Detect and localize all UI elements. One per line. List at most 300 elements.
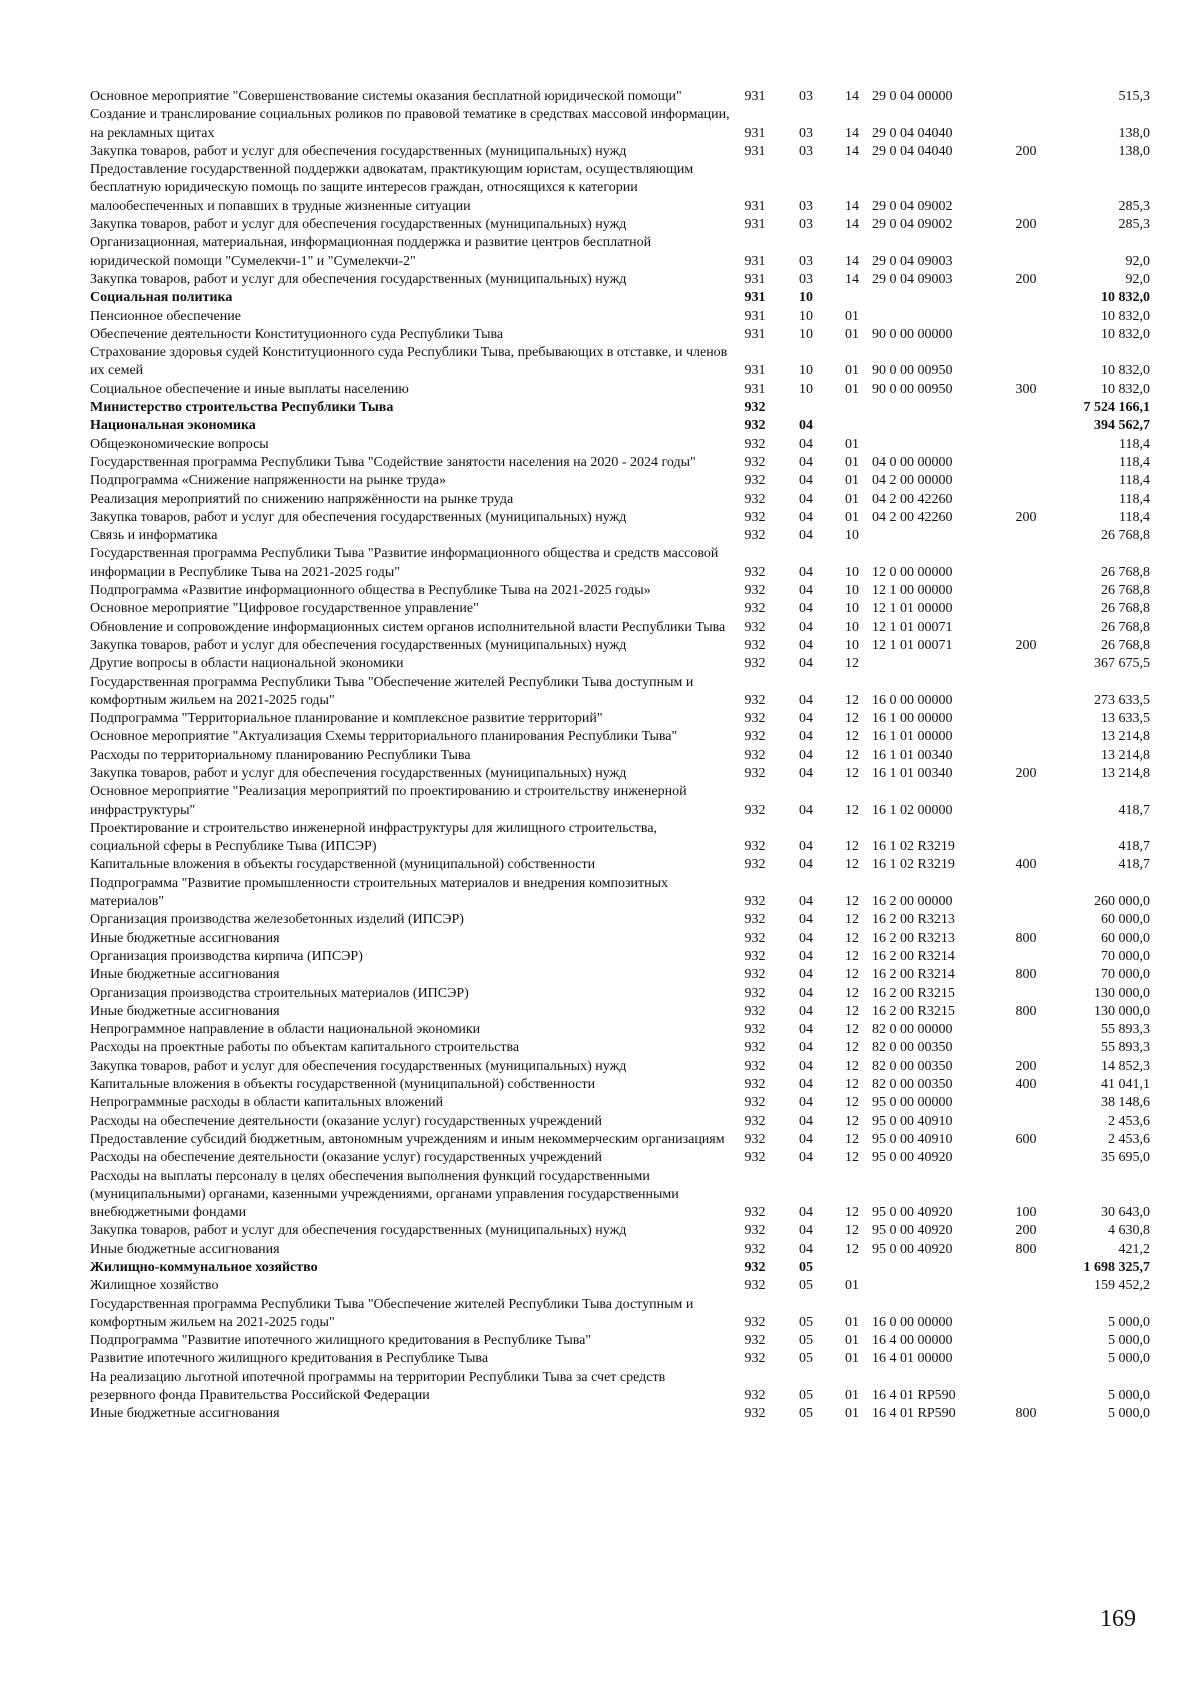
row-ministry-code: 932 (744, 930, 766, 946)
row-target-article: 16 4 01 RP590 (872, 1388, 956, 1404)
table-row (90, 948, 1150, 966)
table-row (90, 143, 1150, 161)
table-row (90, 966, 1150, 984)
row-name: Закупка товаров, работ и услуг для обеспечения государственных (муниципальных) нужд (90, 143, 627, 159)
row-expense-type (1002, 527, 1050, 545)
row-name: Организационная, материальная, информационная поддержка и развитие центров бесплатной юридической помощи "Сумелекчи-1" и "Сумелекчи-2" (90, 235, 652, 269)
row-amount: 118,4 (1119, 491, 1150, 507)
row-expense-type (1002, 875, 1050, 912)
row-subsection-code: 01 (845, 1278, 859, 1294)
row-subsection-code: 10 (845, 619, 859, 635)
row-expense-type: 200 (1015, 1058, 1037, 1074)
table-row (90, 1039, 1150, 1057)
row-target-article: 95 0 00 40920 (872, 1223, 953, 1239)
row-target-article: 12 1 01 00071 (872, 619, 953, 635)
row-name: Подпрограмма "Развитие промышленности строительных материалов и внедрения композитных материалов" (90, 875, 668, 910)
row-amount: 418,7 (1118, 802, 1150, 818)
row-amount: 273 633,5 (1094, 692, 1150, 708)
row-amount: 5 000,0 (1108, 1406, 1150, 1422)
table-row (90, 637, 1150, 655)
row-name: Расходы на обеспечение деятельности (оказание услуг) государственных учреждений (90, 1113, 602, 1129)
row-name: Капитальные вложения в объекты государственной (муниципальной) собственности (90, 1077, 596, 1093)
row-expense-type: 200 (1015, 637, 1037, 653)
row-section-code: 04 (799, 601, 813, 617)
row-subsection-code: 12 (845, 765, 859, 781)
row-subsection-code: 12 (845, 1241, 859, 1257)
table-row (90, 1003, 1150, 1021)
row-section-code: 03 (799, 198, 813, 214)
row-name: Закупка товаров, работ и услуг для обеспечения государственных (муниципальных) нужд (90, 217, 627, 233)
row-ministry-code: 932 (744, 765, 766, 781)
table-row (90, 1113, 1150, 1131)
row-section-code: 04 (799, 948, 813, 964)
row-target-article (872, 1277, 1002, 1295)
row-name: Подпрограмма "Территориальное планирование и комплексное развитие территорий" (90, 711, 603, 727)
row-subsection-code: 12 (845, 1113, 859, 1129)
table-row (90, 106, 1150, 143)
row-ministry-code: 932 (744, 1278, 766, 1294)
row-section-code: 04 (799, 454, 813, 470)
row-ministry-code: 931 (744, 271, 766, 287)
row-name: Закупка товаров, работ и услуг для обеспечения государственных (муниципальных) нужд (90, 271, 627, 287)
row-target-article: 16 2 00 R3215 (872, 985, 955, 1001)
row-ministry-code: 932 (744, 528, 766, 544)
row-section-code: 05 (799, 1351, 813, 1367)
row-ministry-code: 932 (744, 1241, 766, 1257)
row-ministry-code: 931 (744, 308, 766, 324)
row-subsection-code: 01 (845, 491, 859, 507)
row-target-article: 29 0 04 09002 (872, 217, 953, 233)
row-ministry-code: 932 (744, 1205, 766, 1221)
row-ministry-code: 932 (744, 619, 766, 635)
row-section-code: 04 (799, 747, 813, 763)
row-target-article: 82 0 00 00000 (872, 1022, 953, 1038)
row-subsection-code: 01 (845, 1406, 859, 1422)
row-expense-type (1002, 472, 1050, 490)
row-ministry-code: 932 (744, 601, 766, 617)
page-number: 169 (1100, 1606, 1136, 1632)
row-subsection-code: 12 (845, 967, 859, 983)
row-section-code: 04 (799, 619, 813, 635)
row-name: Непрограммные расходы в области капитальных вложений (90, 1095, 444, 1111)
row-section-code: 10 (799, 290, 813, 306)
row-subsection-code (832, 417, 872, 435)
row-section-code: 04 (799, 1040, 813, 1056)
row-name: Организация производства кирпича (ИПСЭР) (90, 948, 363, 964)
row-name: Пенсионное обеспечение (90, 308, 241, 324)
row-section-code: 04 (799, 1003, 813, 1019)
table-row (90, 381, 1150, 399)
row-target-article: 29 0 04 09003 (872, 253, 953, 269)
row-section-code: 04 (799, 1095, 813, 1111)
row-name: Предоставление субсидий бюджетным, автономным учреждениям и иным некоммерческим организациям (90, 1131, 725, 1147)
row-amount: 138,0 (1118, 143, 1150, 159)
row-expense-type (1002, 820, 1050, 857)
row-amount: 26 768,8 (1101, 564, 1150, 580)
row-ministry-code: 932 (744, 454, 766, 470)
row-subsection-code: 12 (845, 1003, 859, 1019)
row-expense-type (1002, 161, 1050, 216)
row-section-code: 04 (799, 857, 813, 873)
row-ministry-code: 931 (744, 326, 766, 342)
table-row (90, 856, 1150, 874)
row-target-article: 16 4 01 RP590 (872, 1406, 956, 1422)
row-amount: 2 453,6 (1108, 1113, 1150, 1129)
row-amount: 35 695,0 (1101, 1150, 1150, 1166)
row-subsection-code: 10 (845, 564, 859, 580)
table-row (90, 728, 1150, 746)
table-row (90, 600, 1150, 618)
row-amount: 7 524 166,1 (1083, 400, 1150, 416)
row-target-article: 12 1 01 00071 (872, 637, 953, 653)
table-row (90, 710, 1150, 728)
table-row (90, 399, 1150, 417)
table-row (90, 911, 1150, 929)
row-target-article (872, 417, 1002, 435)
row-section-code: 03 (799, 253, 813, 269)
table-row (90, 527, 1150, 545)
row-target-article: 95 0 00 40910 (872, 1113, 953, 1129)
row-name: Связь и информатика (90, 528, 218, 544)
row-expense-type (1002, 106, 1050, 143)
row-name: Закупка товаров, работ и услуг для обеспечения государственных (муниципальных) нужд (90, 765, 627, 781)
row-target-article: 16 2 00 R3213 (872, 912, 955, 928)
row-subsection-code: 12 (845, 912, 859, 928)
row-ministry-code: 932 (744, 1003, 766, 1019)
row-target-article: 90 0 00 00950 (872, 381, 953, 397)
row-section-code: 03 (799, 89, 813, 104)
row-amount: 118,4 (1119, 509, 1150, 525)
row-target-article: 29 0 04 04040 (872, 125, 953, 141)
row-expense-type (1002, 911, 1050, 929)
row-amount: 70 000,0 (1101, 967, 1150, 983)
row-ministry-code: 932 (744, 1040, 766, 1056)
row-expense-type: 600 (1015, 1131, 1037, 1147)
row-expense-type (1002, 326, 1050, 344)
row-amount: 26 768,8 (1101, 601, 1150, 617)
row-name: Министерство строительства Республики Тыва (90, 400, 394, 416)
row-section-code: 04 (799, 802, 813, 818)
row-section-code: 04 (799, 418, 813, 434)
row-expense-type: 200 (1015, 143, 1037, 159)
row-expense-type (1002, 1369, 1050, 1406)
row-target-article: 12 1 01 00000 (872, 601, 953, 617)
table-row (90, 161, 1150, 216)
row-subsection-code: 10 (845, 528, 859, 544)
row-name: Основное мероприятие "Реализация мероприятий по проектированию и строительству инженерной инфраструктуры" (90, 784, 687, 818)
row-expense-type: 200 (1015, 509, 1037, 525)
row-subsection-code: 01 (845, 1351, 859, 1367)
row-target-article: 95 0 00 40920 (872, 1241, 953, 1257)
row-amount: 26 768,8 (1101, 619, 1150, 635)
row-ministry-code: 932 (744, 985, 766, 1001)
table-row (90, 1222, 1150, 1240)
row-target-article: 90 0 00 00000 (872, 326, 953, 342)
row-subsection-code: 12 (845, 1058, 859, 1074)
row-name: Закупка товаров, работ и услуг для обеспечения государственных (муниципальных) нужд (90, 1223, 627, 1239)
row-expense-type (1002, 289, 1050, 307)
row-ministry-code: 932 (744, 747, 766, 763)
row-subsection-code: 01 (845, 436, 859, 452)
row-subsection-code: 12 (845, 692, 859, 708)
row-name: Предоставление государственной поддержки адвокатам, практикующим юристам, осуществляющим бесплатную юридическую помощь по защите интересов граждан, относящихся к категории малообеспеченных и попавших в трудные жизненные ситуации (90, 162, 694, 214)
row-name: Расходы на выплаты персоналу в целях обеспечения выполнения функций государственными (муниципальными) органами, казенными учреждениями, органами управления государственными внебюджетными фондами (90, 1168, 679, 1221)
row-section-code (780, 399, 832, 417)
row-amount: 10 832,0 (1101, 326, 1150, 342)
table-row (90, 454, 1150, 472)
row-target-article: 16 1 00 00000 (872, 711, 953, 727)
row-name: Проектирование и строительство инженерной инфраструктуры для жилищного строительства, социальной сферы в Республике Тыва (ИПСЭР) (90, 820, 658, 855)
row-section-code: 04 (799, 1150, 813, 1166)
row-ministry-code: 932 (744, 637, 766, 653)
row-expense-type (1002, 1350, 1050, 1368)
row-target-article: 16 1 01 00000 (872, 729, 953, 745)
table-row (90, 1021, 1150, 1039)
row-amount: 13 214,8 (1101, 747, 1150, 763)
row-target-article: 04 2 00 42260 (872, 509, 953, 525)
row-ministry-code: 932 (744, 1113, 766, 1129)
row-section-code: 04 (799, 839, 813, 855)
row-target-article: 12 1 00 00000 (872, 583, 953, 599)
row-amount: 418,7 (1118, 839, 1150, 855)
row-target-article: 82 0 00 00350 (872, 1040, 953, 1056)
row-section-code: 04 (799, 1058, 813, 1074)
row-expense-type (1002, 1021, 1050, 1039)
table-row (90, 1350, 1150, 1368)
row-expense-type (1002, 436, 1050, 454)
row-amount: 130 000,0 (1094, 1003, 1150, 1019)
row-ministry-code: 931 (744, 143, 766, 159)
table-row (90, 271, 1150, 289)
row-subsection-code: 12 (845, 839, 859, 855)
row-expense-type (1002, 710, 1050, 728)
row-name: Социальная политика (90, 290, 233, 306)
row-amount: 55 893,3 (1101, 1040, 1150, 1056)
row-target-article (872, 1259, 1002, 1277)
table-row (90, 1296, 1150, 1333)
table-row (90, 1241, 1150, 1259)
row-name: Иные бюджетные ассигнования (90, 1241, 280, 1257)
row-target-article: 95 0 00 40910 (872, 1131, 953, 1147)
row-amount: 118,4 (1119, 436, 1150, 452)
row-name: Иные бюджетные ассигнования (90, 930, 280, 946)
row-name: Социальное обеспечение и иные выплаты населению (90, 381, 409, 397)
row-target-article: 16 2 00 R3214 (872, 948, 955, 964)
row-ministry-code: 932 (744, 1058, 766, 1074)
row-ministry-code: 932 (744, 473, 766, 489)
table-row (90, 1149, 1150, 1167)
row-target-article: 04 2 00 00000 (872, 473, 953, 489)
row-ministry-code: 932 (744, 1131, 766, 1147)
row-section-code: 04 (799, 509, 813, 525)
row-ministry-code: 932 (744, 1095, 766, 1111)
budget-table (90, 88, 1150, 1424)
table-row (90, 1369, 1150, 1406)
row-subsection-code: 12 (845, 802, 859, 818)
row-subsection-code (832, 289, 872, 307)
row-subsection-code: 12 (845, 747, 859, 763)
row-amount: 10 832,0 (1101, 381, 1150, 397)
row-amount: 367 675,5 (1094, 656, 1150, 672)
row-target-article: 82 0 00 00350 (872, 1058, 953, 1074)
row-amount: 55 893,3 (1101, 1022, 1150, 1038)
row-subsection-code: 12 (845, 1077, 859, 1093)
row-ministry-code: 932 (744, 692, 766, 708)
table-row (90, 1259, 1150, 1277)
row-target-article: 16 2 00 R3214 (872, 967, 955, 983)
row-name: Обеспечение деятельности Конституционного суда Республики Тыва (90, 326, 504, 342)
row-amount: 5 000,0 (1108, 1351, 1150, 1367)
row-expense-type (1002, 417, 1050, 435)
row-amount: 4 630,8 (1108, 1223, 1150, 1239)
table-row (90, 783, 1150, 820)
row-name: Государственная программа Республики Тыва "Содействие занятости населения на 2020 - 2024 годы" (90, 454, 696, 470)
row-amount: 13 633,5 (1101, 711, 1150, 727)
table-row (90, 875, 1150, 912)
row-target-article (872, 436, 1002, 454)
row-ministry-code: 931 (744, 253, 766, 269)
row-subsection-code: 01 (845, 473, 859, 489)
row-section-code: 04 (799, 1077, 813, 1093)
row-subsection-code: 12 (845, 1150, 859, 1166)
row-name: Закупка товаров, работ и услуг для обеспечения государственных (муниципальных) нужд (90, 637, 627, 653)
table-row (90, 765, 1150, 783)
row-ministry-code: 931 (744, 217, 766, 233)
row-section-code: 04 (799, 692, 813, 708)
row-amount: 70 000,0 (1101, 948, 1150, 964)
row-amount: 5 000,0 (1108, 1314, 1150, 1330)
row-amount: 515,3 (1118, 89, 1150, 104)
row-subsection-code: 01 (845, 1333, 859, 1349)
row-name: Подпрограмма «Развитие информационного общества в Республике Тыва на 2021-2025 годы» (90, 583, 651, 599)
table-row (90, 417, 1150, 435)
row-section-code: 04 (799, 912, 813, 928)
row-target-article: 29 0 04 04040 (872, 143, 953, 159)
row-expense-type (1002, 783, 1050, 820)
table-row (90, 436, 1150, 454)
row-expense-type (1002, 1296, 1050, 1333)
row-amount: 10 832,0 (1101, 308, 1150, 324)
row-ministry-code: 932 (744, 1150, 766, 1166)
row-section-code: 03 (799, 271, 813, 287)
table-row (90, 326, 1150, 344)
row-target-article: 16 2 00 R3213 (872, 930, 955, 946)
row-ministry-code: 932 (744, 711, 766, 727)
row-subsection-code: 12 (845, 729, 859, 745)
row-ministry-code: 932 (744, 1314, 766, 1330)
table-row (90, 545, 1150, 582)
row-expense-type: 100 (1015, 1205, 1037, 1221)
table-row (90, 88, 1150, 106)
row-name: Расходы по территориальному планированию Республики Тыва (90, 747, 471, 763)
row-subsection-code: 01 (845, 381, 859, 397)
row-target-article: 29 0 04 09003 (872, 271, 953, 287)
row-subsection-code: 12 (845, 930, 859, 946)
table-row (90, 619, 1150, 637)
row-subsection-code: 12 (845, 711, 859, 727)
row-section-code: 10 (799, 326, 813, 342)
row-section-code: 04 (799, 583, 813, 599)
table-row (90, 1332, 1150, 1350)
row-expense-type (1002, 747, 1050, 765)
row-amount: 5 000,0 (1108, 1388, 1150, 1404)
row-ministry-code: 931 (744, 381, 766, 397)
row-expense-type (1002, 1113, 1050, 1131)
row-subsection-code: 14 (845, 198, 859, 214)
row-subsection-code: 12 (845, 1205, 859, 1221)
row-subsection-code: 14 (845, 217, 859, 233)
row-target-article: 16 0 00 00000 (872, 692, 953, 708)
row-amount: 14 852,3 (1101, 1058, 1150, 1074)
row-section-code: 04 (799, 1223, 813, 1239)
row-target-article: 95 0 00 40920 (872, 1205, 953, 1221)
row-amount: 10 832,0 (1101, 363, 1150, 379)
row-expense-type (1002, 491, 1050, 509)
row-target-article: 16 1 02 00000 (872, 802, 953, 818)
row-target-article (872, 289, 1002, 307)
row-subsection-code: 12 (845, 1022, 859, 1038)
table-row (90, 1058, 1150, 1076)
table-row (90, 344, 1150, 381)
row-name: Организация производства строительных материалов (ИПСЭР) (90, 985, 469, 1001)
row-amount: 118,4 (1119, 473, 1150, 489)
row-expense-type: 400 (1015, 1077, 1037, 1093)
row-section-code: 04 (799, 930, 813, 946)
table-row (90, 1277, 1150, 1295)
row-name: Основное мероприятие "Актуализация Схемы территориального планирования Республики Тыва" (90, 729, 678, 745)
row-subsection-code: 01 (845, 509, 859, 525)
row-amount: 138,0 (1118, 125, 1150, 141)
row-target-article: 04 0 00 00000 (872, 454, 953, 470)
row-section-code: 10 (799, 363, 813, 379)
row-expense-type (1002, 985, 1050, 1003)
row-expense-type: 800 (1015, 967, 1037, 983)
row-subsection-code: 01 (845, 326, 859, 342)
row-amount: 38 148,6 (1101, 1095, 1150, 1111)
budget-table-body (90, 88, 1150, 1424)
row-ministry-code: 932 (744, 948, 766, 964)
row-ministry-code: 932 (744, 857, 766, 873)
row-amount: 421,2 (1118, 1241, 1150, 1257)
table-row (90, 820, 1150, 857)
row-subsection-code: 10 (845, 601, 859, 617)
row-expense-type (1002, 582, 1050, 600)
row-subsection-code: 14 (845, 253, 859, 269)
row-amount: 130 000,0 (1094, 985, 1150, 1001)
row-ministry-code: 932 (744, 729, 766, 745)
row-amount: 1 698 325,7 (1083, 1260, 1150, 1275)
row-ministry-code: 932 (744, 1223, 766, 1239)
row-name: Капитальные вложения в объекты государственной (муниципальной) собственности (90, 857, 596, 873)
row-section-code: 04 (799, 1113, 813, 1129)
row-amount: 26 768,8 (1101, 583, 1150, 599)
row-ministry-code: 932 (744, 656, 766, 672)
table-row (90, 216, 1150, 234)
row-subsection-code: 12 (845, 1095, 859, 1111)
row-subsection-code: 12 (845, 857, 859, 873)
row-subsection-code: 01 (845, 454, 859, 470)
row-ministry-code: 932 (744, 436, 766, 452)
row-section-code: 05 (799, 1406, 813, 1422)
row-section-code: 03 (799, 125, 813, 141)
row-name: Иные бюджетные ассигнования (90, 1406, 280, 1422)
row-name: Закупка товаров, работ и услуг для обеспечения государственных (муниципальных) нужд (90, 1058, 627, 1074)
row-expense-type: 400 (1015, 857, 1037, 873)
row-ministry-code: 932 (744, 400, 766, 416)
row-name: Национальная экономика (90, 418, 256, 434)
row-expense-type (1002, 454, 1050, 472)
row-expense-type (1002, 344, 1050, 381)
